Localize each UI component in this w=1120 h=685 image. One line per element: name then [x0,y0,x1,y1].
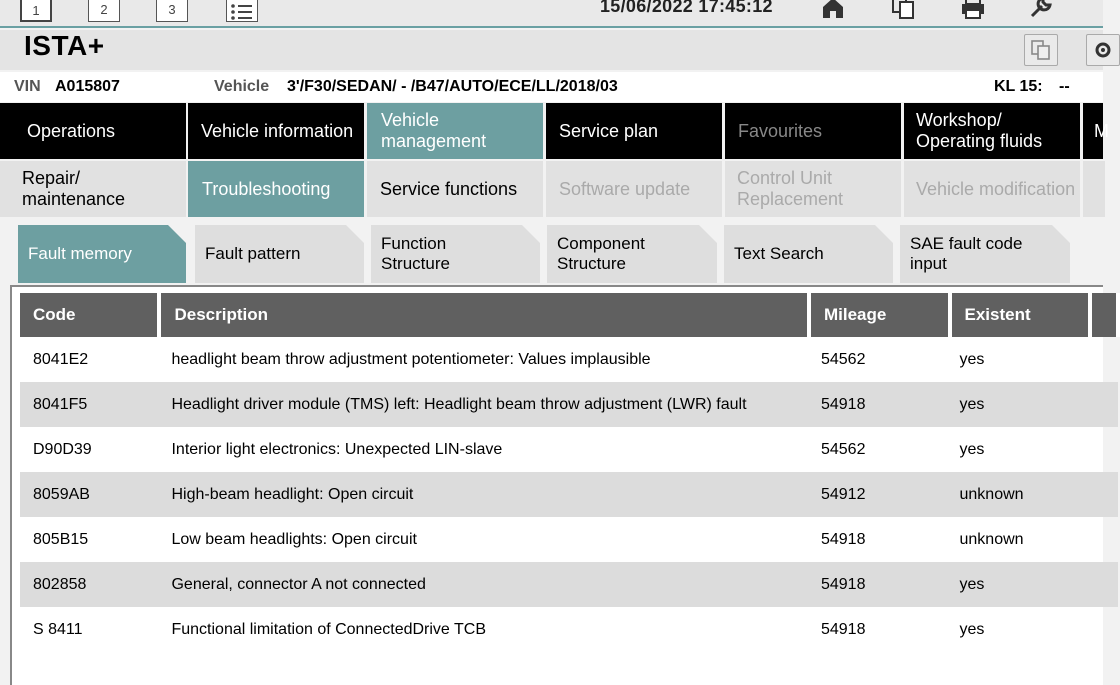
fault-extra-cell [1090,472,1118,517]
view-1-button[interactable]: 1 [20,0,52,22]
func-tab-label: Text Search [734,244,824,263]
column-header-existent[interactable]: Existent [950,293,1091,337]
main-tab-operations[interactable]: Operations [0,103,186,159]
fault-existent-cell: yes [950,562,1091,607]
table-row[interactable] [20,427,1118,472]
tab-corner [875,225,893,243]
func-tab-text-search[interactable] [724,225,893,283]
table-row[interactable] [20,562,1118,607]
fault-description-cell: General, connector A not connected [159,562,809,607]
sub-tab-service-functions[interactable]: Service functions [367,161,543,217]
fault-extra-cell [1090,562,1118,607]
fault-memory-panel [10,285,1103,685]
func-tab-sae-fault-code-input[interactable] [900,225,1070,283]
home-button[interactable] [816,0,850,22]
home-icon [820,0,846,20]
fault-existent-cell: unknown [950,472,1091,517]
fault-description-cell: Functional limitation of ConnectedDrive TCB [171,620,486,638]
function-tabs [0,221,1103,285]
fault-mileage-cell: 54918 [809,382,950,427]
column-header-mileage[interactable]: Mileage [809,293,950,337]
main-navigation [0,103,1109,159]
table-header-row [20,293,1118,337]
kl15-label: KL 15: [994,78,1043,95]
transfer-icon [890,0,916,20]
table-row[interactable] [20,472,1118,517]
fault-mileage-cell: 54912 [809,472,950,517]
list-icon [228,1,256,21]
vehicle-value: 3'/F30/SEDAN/ - /B47/AUTO/ECE/LL/2018/03 [287,78,618,95]
fault-code-cell: 802858 [20,562,159,607]
func-tab-fault-pattern[interactable] [195,225,364,283]
fault-description-cell: Low beam headlights: Open circuit [171,530,417,548]
tab-corner [346,225,364,243]
settings-button[interactable] [1086,34,1120,66]
main-tab-favourites[interactable]: Favourites [725,103,901,159]
func-tab-fault-memory[interactable] [18,225,186,283]
fault-description-cell: headlight beam throw adjustment potentiometer: Values implausible [171,350,651,368]
fault-code-cell: S 8411 [33,620,83,638]
fault-code-cell: 805B15 [33,530,89,548]
fault-existent-cell: yes [959,440,985,458]
view-2-button[interactable]: 2 [88,0,120,22]
fault-mileage-cell: 54918 [820,620,866,638]
column-header-code[interactable]: Code [20,293,159,337]
print-button[interactable] [956,0,990,22]
main-tab-vehicle-information[interactable]: Vehicle information [188,103,364,159]
vin-value: A015807 [55,78,120,95]
sub-tab-repair-maintenance[interactable]: Repair/ maintenance [0,161,186,217]
fault-code-cell: 8041F5 [20,382,159,427]
app-title: ISTA+ [24,30,105,61]
fault-table [20,293,1120,652]
fault-extra-cell [1090,607,1118,652]
fault-extra-cell [1090,382,1118,427]
sub-tab-more[interactable] [1083,161,1105,217]
vehicle-info-bar [0,72,1103,102]
func-tab-label: Fault pattern [205,244,301,263]
table-row[interactable] [20,337,1118,382]
tab-corner [168,225,186,243]
copy-button[interactable] [1024,34,1058,66]
fault-extra-cell [1090,427,1118,472]
fault-mileage-cell: 54918 [820,530,866,548]
gear-icon [1092,39,1114,61]
table-row[interactable] [20,517,1118,562]
fault-extra-cell [1090,337,1118,382]
main-tab-service-plan[interactable]: Service plan [546,103,722,159]
vehicle-label: Vehicle [214,78,270,95]
func-tab-label: Function Structure [381,234,450,273]
column-header-extra [1090,293,1118,337]
fault-mileage-cell: 54562 [820,350,866,368]
tab-corner [699,225,717,243]
transfer-button[interactable] [886,0,920,22]
title-bar [0,30,1103,70]
tab-corner [1052,225,1070,243]
top-toolbar [0,0,1103,28]
list-view-button[interactable] [226,0,258,22]
fault-existent-cell: yes [959,620,985,638]
fault-mileage-cell: 54918 [809,562,950,607]
tab-corner [522,225,540,243]
table-row[interactable] [20,382,1118,427]
func-tab-label: Component Structure [557,234,645,273]
printer-icon [960,0,986,20]
kl15-value: -- [1059,78,1070,95]
fault-description-cell: Interior light electronics: Unexpected LIN-slave [171,440,503,458]
vin-label: VIN [14,78,41,95]
fault-code-cell: 8059AB [20,472,159,517]
func-tab-label: SAE fault code input [910,234,1023,273]
datetime-display: 15/06/2022 17:45:12 [600,0,773,16]
main-tab-vehicle-management[interactable]: Vehicle management [367,103,543,159]
fault-code-cell: 8041E2 [33,350,89,368]
column-header-description[interactable]: Description [159,293,809,337]
fault-description-cell: Headlight driver module (TMS) left: Headlight beam throw adjustment (LWR) fault [159,382,809,427]
sub-tab-vehicle-modification: Vehicle modification [904,161,1080,217]
sub-navigation [0,161,1103,217]
sub-tab-software-update: Software update [546,161,722,217]
func-tab-function-structure[interactable] [371,225,540,283]
wrench-icon [1028,0,1054,20]
view-3-button[interactable]: 3 [156,0,188,22]
copy-icon [1030,39,1052,61]
fault-code-cell: D90D39 [33,440,92,458]
fault-existent-cell: yes [959,350,985,368]
fault-extra-cell [1090,517,1118,562]
sub-tab-control-unit-replacement: Control Unit Replacement [725,161,901,217]
fault-mileage-cell: 54562 [820,440,866,458]
table-row[interactable] [20,607,1118,652]
main-tab-more[interactable]: M [1083,103,1103,159]
fault-existent-cell: unknown [959,530,1024,548]
service-button[interactable] [1024,0,1058,22]
fault-description-cell: High-beam headlight: Open circuit [159,472,809,517]
main-tab-workshop-fluids[interactable]: Workshop/ Operating fluids [904,103,1080,159]
fault-existent-cell: yes [950,382,1091,427]
func-tab-component-structure[interactable] [547,225,717,283]
sub-tab-troubleshooting[interactable]: Troubleshooting [188,161,364,217]
func-tab-label: Fault memory [28,244,132,263]
